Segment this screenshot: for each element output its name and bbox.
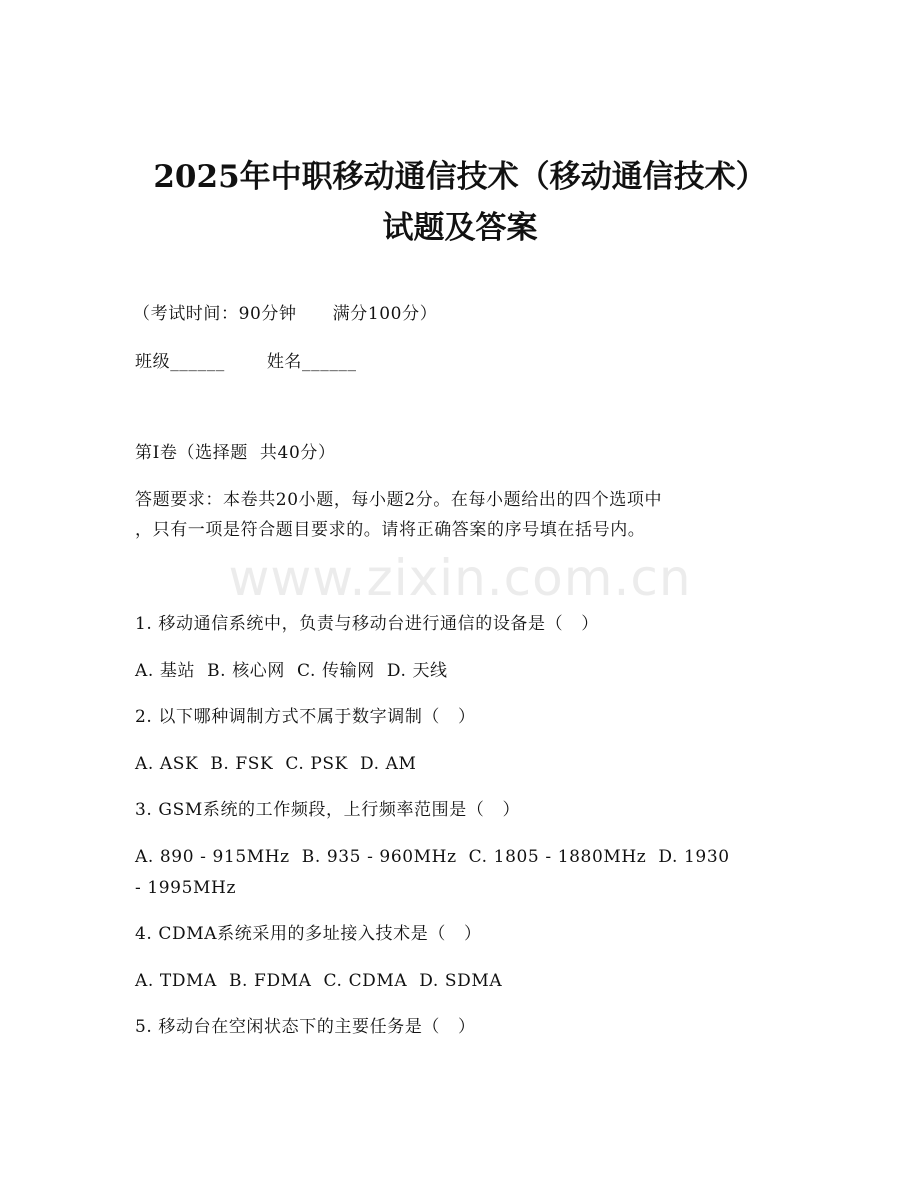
question-1-stem: 1. 移动通信系统中，负责与移动台进行通信的设备是（ ） [135,614,599,634]
section-title: 第I卷（选择题 共40分） [135,443,336,463]
question-4-options: A. TDMA B. FDMA C. CDMA D. SDMA [135,971,503,991]
question-3-stem: 3. GSM系统的工作频段，上行频率范围是（ ） [135,800,521,820]
instructions-line-1: 答题要求：本卷共20小题，每小题2分。在每小题给出的四个选项中 [135,490,663,510]
document-title-line-2: 试题及答案 [382,210,538,246]
document-title-line-1: 2025年中职移动通信技术（移动通信技术） [153,159,767,195]
question-3-options-line-2: - 1995MHz [135,878,237,898]
class-name-fill-line: 班级______ 姓名______ [135,352,357,372]
instructions-line-2: ，只有一项是符合题目要求的。请将正确答案的序号填在括号内。 [135,520,646,540]
watermark: www.zixin.com.cn [228,549,692,607]
question-1-options: A. 基站 B. 核心网 C. 传输网 D. 天线 [135,661,448,681]
question-4-stem: 4. CDMA系统采用的多址接入技术是（ ） [135,924,482,944]
question-2-options: A. ASK B. FSK C. PSK D. AM [135,754,417,774]
question-2-stem: 2. 以下哪种调制方式不属于数字调制（ ） [135,707,476,727]
question-3-options-line-1: A. 890 - 915MHz B. 935 - 960MHz C. 1805 - 1880MHz D. 1930 [135,847,730,867]
question-5-stem: 5. 移动台在空闲状态下的主要任务是（ ） [135,1017,476,1037]
exam-info: （考试时间：90分钟 满分100分） [133,304,438,324]
